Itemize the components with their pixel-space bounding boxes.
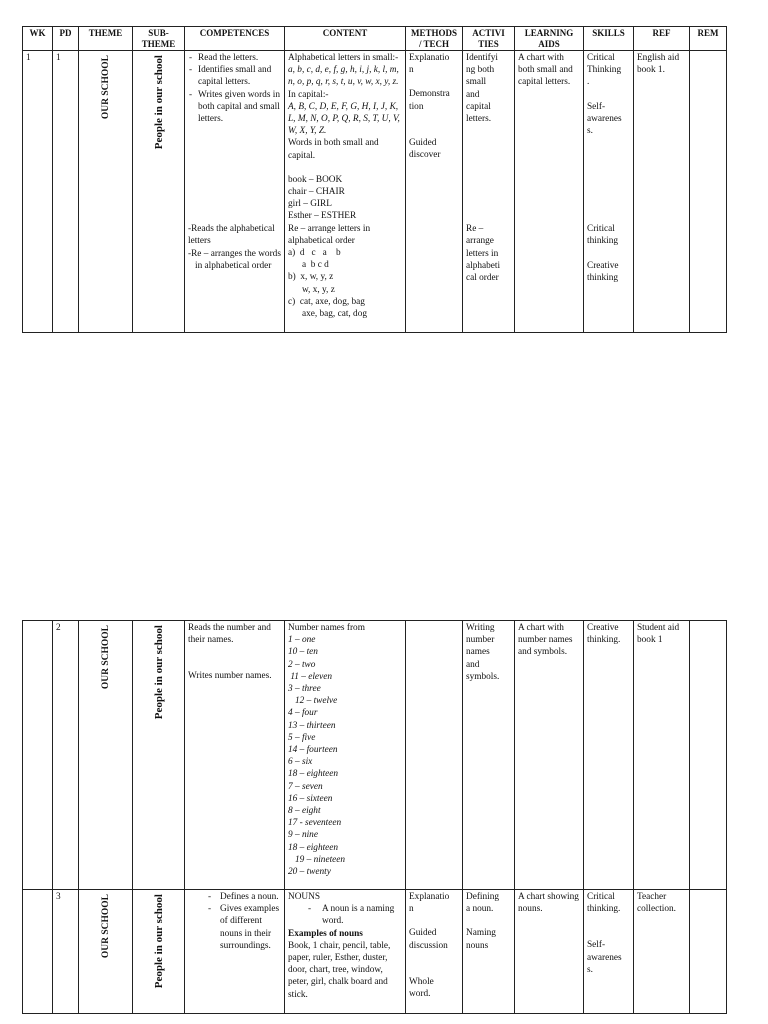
content-title: Number names from (288, 623, 365, 633)
small-letters: a, b, c, d, e, f, g, h, i, j, k, l, m, n, o, p, q, r, s, t, u, v, w, x, y, z. (288, 65, 399, 88)
number-name: 1 – one (288, 635, 316, 646)
skills-line: Critical (587, 892, 615, 902)
header-ref: REF (634, 27, 690, 51)
cell-ref: Student aid book 1 (634, 621, 690, 890)
skills-line: Creative (587, 260, 619, 271)
cell-skills (584, 890, 634, 1014)
cell-methods (406, 621, 463, 890)
header-activities: ACTIVI TIES (463, 27, 515, 51)
cell-competences (185, 890, 285, 1014)
theme-label: OUR SCHOOL (100, 894, 111, 959)
activity-line: and (466, 659, 480, 670)
skills-line: Critical (587, 224, 615, 235)
activity-line: capital (466, 101, 491, 112)
skills-line: Self- (587, 940, 606, 951)
examples-label: Examples of nouns (288, 928, 363, 939)
number-name: 19 – nineteen (288, 854, 346, 865)
cell-learning-aids: A chart with number names and symbols. (515, 621, 584, 890)
number-name: 8 – eight (288, 806, 321, 817)
content-title: NOUNS (288, 892, 321, 902)
number-name: 9 – nine (288, 830, 318, 841)
example-line: c) cat, axe, dog, bag (288, 296, 365, 307)
skills-line: awarenes (587, 952, 622, 963)
methods-line: discover (409, 150, 441, 161)
list-item: - Identifies small and capital letters. (198, 64, 281, 88)
cell-pd: 2 (53, 621, 79, 890)
subtheme-label: People in our school (152, 894, 165, 989)
table-row (23, 621, 727, 890)
cell-content (285, 621, 406, 890)
number-name: 4 – four (288, 708, 318, 719)
cell-theme (79, 890, 133, 1014)
activity-line: Re – (466, 224, 484, 235)
cell-ref: English aid book 1. (634, 51, 690, 333)
examples-text: Book, 1 chair, pencil, table, paper, ruler, Esther, duster, door, chart, tree, window, peter, girl, chalk board and stick. (288, 940, 391, 1000)
methods-line: n (409, 904, 414, 915)
scheme-table-week1-continued (22, 620, 727, 1014)
skills-line: . (587, 77, 590, 88)
subtheme-label: People in our school (152, 55, 165, 150)
number-name: 2 – two (288, 659, 316, 670)
cell-content (285, 51, 406, 333)
content-intro: Alphabetical letters in small:- (288, 53, 399, 63)
methods-line: word. (409, 989, 431, 1000)
cell-rem (690, 51, 727, 333)
header-learning-aids: LEARNING AIDS (515, 27, 584, 51)
cell-activities (463, 890, 515, 1014)
both-label: Words in both small and capital. (288, 138, 379, 161)
activity-line: arrange (466, 236, 494, 247)
activity-line: Identifyi (466, 53, 499, 63)
number-name: 10 – ten (288, 647, 318, 658)
activity-line: alphabeti (466, 260, 501, 271)
activity-line: Defining (466, 892, 500, 902)
capital-letters: A, B, C, D, E, F, G, H, I, J, K, L, M, N, O, P, Q, R, S, T, U, V, W, X, Y, Z. (288, 101, 400, 137)
number-name: 5 – five (288, 732, 316, 743)
activity-line: a noun. (466, 904, 494, 915)
cell-subtheme (133, 890, 185, 1014)
skills-line: thinking (587, 272, 618, 283)
competences-list (188, 52, 281, 125)
methods-line: Explanatio (409, 53, 450, 63)
activity-line: Naming (466, 928, 496, 939)
cell-ref: Teacher collection. (634, 890, 690, 1014)
list-item: - Defines a noun. (188, 891, 281, 903)
number-name: 20 – twenty (288, 867, 331, 878)
number-name: 3 – three (288, 684, 321, 695)
header-row (23, 27, 727, 51)
cell-competences (185, 51, 285, 333)
competence-text: Writes number names. (188, 671, 272, 682)
skills-line: awarenes (587, 113, 622, 124)
cell-rem (690, 890, 727, 1014)
skills-line: thinking. (587, 904, 621, 915)
header-rem: REM (690, 27, 727, 51)
example-line: a b c d (288, 260, 329, 271)
activity-line: number (466, 635, 495, 646)
activity-line: cal order (466, 273, 499, 284)
competence-text: Reads the number and their names. (188, 623, 271, 646)
methods-line: Explanatio (409, 892, 450, 902)
cell-wk (23, 890, 53, 1014)
cell-learning-aids: A chart with both small and capital letters. (515, 51, 584, 333)
skills-line: Thinking (587, 65, 622, 76)
methods-line: Demonstra (409, 89, 450, 100)
cell-rem (690, 621, 727, 890)
cell-subtheme (133, 51, 185, 333)
header-competences: COMPETENCES (185, 27, 285, 51)
activity-line: symbols. (466, 671, 500, 682)
content-small-letters (288, 52, 402, 89)
cell-skills: Creative thinking. (584, 621, 634, 890)
arrange-label: Re – arrange letters in alphabetical order (288, 223, 371, 246)
number-name: 17 - seventeen (288, 818, 342, 829)
number-name: 18 – eighteen (288, 769, 339, 780)
competence-text: -Re – arranges the words in alphabetical order (188, 248, 281, 271)
skills-line: thinking (587, 236, 618, 247)
example-line: axe, bag, cat, dog (288, 309, 367, 320)
scheme-table-week1 (22, 26, 727, 333)
cell-wk (23, 621, 53, 890)
table-row (23, 890, 727, 1014)
word-pair: book – BOOK (288, 174, 343, 185)
list-item: - Read the letters. (198, 52, 281, 64)
activity-line: small (466, 77, 487, 88)
header-wk: WK (23, 27, 53, 51)
example-line: a) d c a b (288, 248, 341, 259)
activity-line: Writing (466, 623, 495, 633)
cell-pd: 3 (53, 890, 79, 1014)
cell-wk: 1 (23, 51, 53, 333)
activity-line: names (466, 647, 490, 658)
activity-line: letters in (466, 248, 499, 259)
header-subtheme: SUB- THEME (133, 27, 185, 51)
skills-line: s. (587, 964, 593, 975)
methods-line: tion (409, 101, 424, 112)
header-methods: METHODS / TECH (406, 27, 463, 51)
activity-line: nouns (466, 940, 489, 951)
example-line: w, x, y, z (288, 284, 335, 295)
activity-line: letters. (466, 114, 492, 125)
header-pd: PD (53, 27, 79, 51)
cell-activities (463, 51, 515, 333)
methods-line: Guided (409, 928, 437, 939)
cell-activities (463, 621, 515, 890)
list-item: - Gives examples of different nouns in their surroundings. (188, 903, 281, 952)
word-pair: girl – GIRL (288, 199, 332, 210)
number-name: 14 – fourteen (288, 745, 338, 756)
word-pair: chair – CHAIR (288, 187, 345, 198)
cell-methods (406, 890, 463, 1014)
cell-methods (406, 51, 463, 333)
theme-label: OUR SCHOOL (100, 625, 111, 690)
example-line: b) x, w, y, z (288, 272, 334, 283)
number-name: 16 – sixteen (288, 793, 333, 804)
methods-line: n (409, 65, 414, 76)
skills-line: Self- (587, 101, 606, 112)
number-name: 13 – thirteen (288, 720, 336, 731)
methods-line: Whole (409, 976, 434, 987)
number-name: 18 – eighteen (288, 842, 339, 853)
cell-skills (584, 51, 634, 333)
noun-definition: - A noun is a naming word. (288, 903, 402, 927)
cell-pd: 1 (53, 51, 79, 333)
skills-line: s. (587, 126, 593, 137)
methods-line: Guided (409, 137, 437, 148)
number-name: 12 – twelve (288, 696, 338, 707)
subtheme-label: People in our school (152, 625, 165, 720)
list-item: - Writes given words in both capital and small letters. (198, 89, 281, 126)
activity-line: and (466, 89, 480, 100)
cell-theme (79, 621, 133, 890)
cell-theme (79, 51, 133, 333)
table-row (23, 51, 727, 333)
header-content: CONTENT (285, 27, 406, 51)
number-name: 6 – six (288, 757, 313, 768)
capital-label: In capital:- (288, 89, 329, 100)
skills-line: Critical (587, 53, 615, 63)
cell-competences (185, 621, 285, 890)
cell-learning-aids: A chart showing nouns. (515, 890, 584, 1014)
number-name: 7 – seven (288, 781, 323, 792)
activity-line: ng both (466, 65, 495, 76)
competence-text: -Reads the alphabetical letters (188, 224, 275, 247)
cell-subtheme (133, 621, 185, 890)
word-pair: Esther – ESTHER (288, 211, 357, 222)
theme-label: OUR SCHOOL (100, 55, 111, 120)
cell-content (285, 890, 406, 1014)
header-skills: SKILLS (584, 27, 634, 51)
header-theme: THEME (79, 27, 133, 51)
methods-line: discussion (409, 940, 448, 951)
number-name: 11 – eleven (288, 671, 332, 682)
